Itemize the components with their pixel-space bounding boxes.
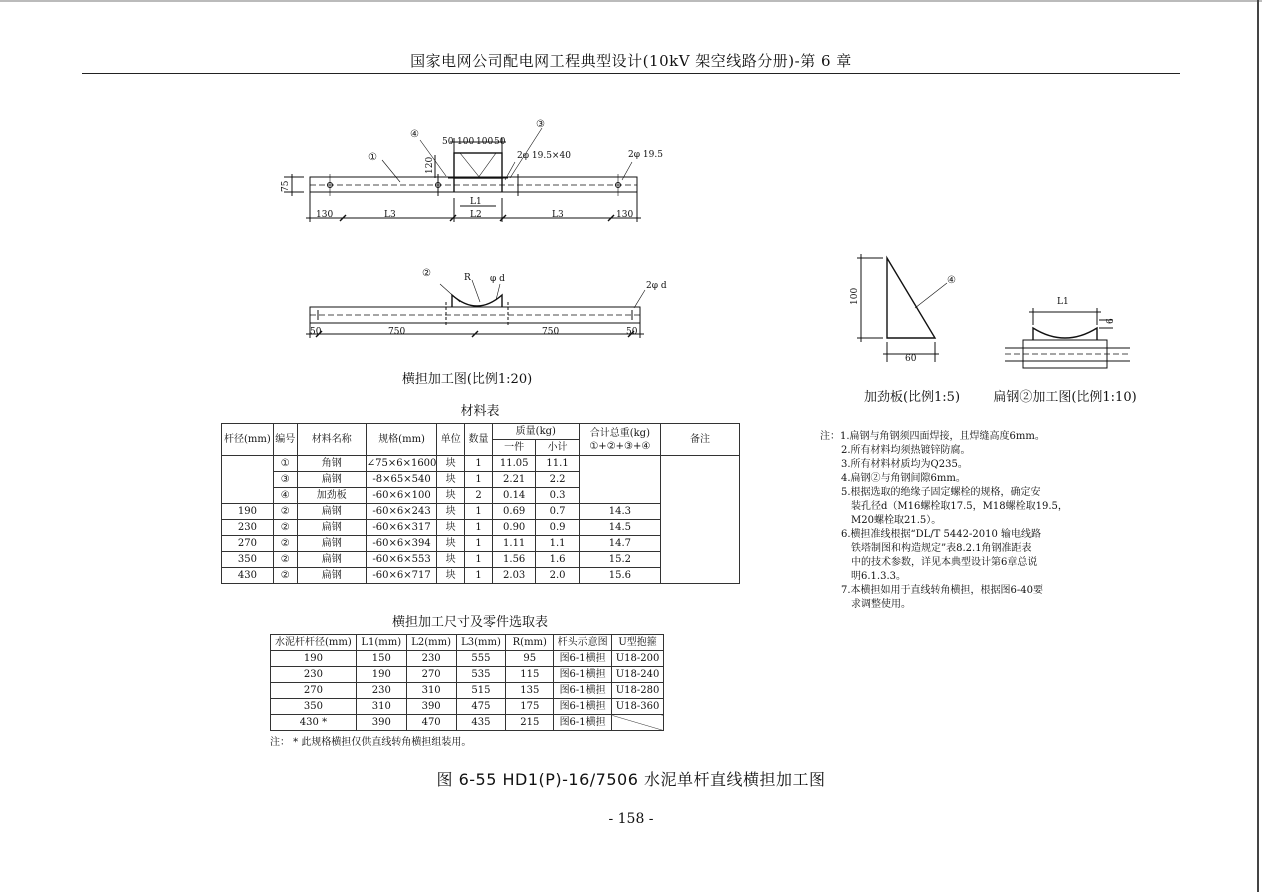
- cell-name: 加劲板: [297, 488, 366, 504]
- cell-unit: 块: [437, 472, 465, 488]
- l1-label: L1: [1057, 297, 1069, 307]
- cell-spec: -8×65×540: [366, 472, 437, 488]
- cell-spec: -60×6×100: [366, 488, 437, 504]
- cell-name: 角钢: [297, 456, 366, 472]
- cell-piece: 0.14: [492, 488, 536, 504]
- cell-qty: 1: [465, 456, 493, 472]
- size-table-title: 横担加工尺寸及零件选取表: [391, 615, 548, 630]
- cell-subtotal: 11.1: [536, 456, 579, 472]
- cell-qty: 1: [465, 552, 493, 568]
- dim-l2: L2: [470, 210, 482, 220]
- page-edge-right: [1257, 0, 1259, 892]
- size-table-note: 注： * 此规格横担仅供直线转角横担组装用。: [270, 737, 472, 748]
- cell: 555: [456, 651, 506, 667]
- curved-flat-steel: [452, 295, 502, 307]
- cell-qty: 1: [465, 520, 493, 536]
- cell-piece: 1.11: [492, 536, 536, 552]
- gap-6-label: 6: [1106, 318, 1116, 324]
- callout-3: ③: [536, 119, 545, 130]
- cell-pole: 190: [222, 504, 274, 520]
- angle-steel-body: [310, 177, 637, 192]
- cell-name: 扁钢: [297, 504, 366, 520]
- cell: 图6-1横担: [554, 651, 612, 667]
- flat-steel-caption: 扁钢②加工图(比例1:10): [993, 390, 1137, 405]
- size-table: [270, 634, 664, 731]
- cell-spec: -60×6×394: [366, 536, 437, 552]
- cell: 270: [406, 667, 456, 683]
- cell: 230: [406, 651, 456, 667]
- cell-unit: 块: [437, 488, 465, 504]
- cell-piece: 0.90: [492, 520, 536, 536]
- hole-label-a: 2φ 19.5×40: [517, 151, 571, 161]
- cell-unit: 块: [437, 552, 465, 568]
- table-row: [222, 456, 740, 472]
- cell-piece: 2.03: [492, 568, 536, 584]
- cell: 475: [456, 699, 506, 715]
- cell-no: ①: [273, 456, 297, 472]
- table-row: [271, 683, 664, 699]
- th-subtotal: 小计: [536, 440, 579, 456]
- cell-unit: 块: [437, 520, 465, 536]
- cell: U18-360: [612, 699, 664, 715]
- cell-spec: -60×6×553: [366, 552, 437, 568]
- th-spec: 规格(mm): [366, 424, 437, 456]
- dim-l3-left: L3: [384, 210, 396, 220]
- cell-no: ②: [273, 568, 297, 584]
- page-header: 国家电网公司配电网工程典型设计(10kV 架空线路分册)-第 6 章: [410, 52, 852, 70]
- holes-label: 2φ d: [646, 281, 667, 291]
- cell: U18-240: [612, 667, 664, 683]
- cell-subtotal: 0.7: [536, 504, 579, 520]
- cell-pole: 230: [222, 520, 274, 536]
- cell: 350: [271, 699, 357, 715]
- cell-piece: 2.21: [492, 472, 536, 488]
- material-table: [221, 423, 740, 584]
- cell-no: ②: [273, 536, 297, 552]
- cell-name: 扁钢: [297, 520, 366, 536]
- cell-subtotal: 1.1: [536, 536, 579, 552]
- dim-130-right: 130: [616, 210, 634, 220]
- cell-total: 15.6: [579, 568, 660, 584]
- note-line: 注：1.扁钢与角钢须四面焊接，且焊缝高度6mm。: [820, 431, 1045, 442]
- cell-spec: -60×6×717: [366, 568, 437, 584]
- cell-piece: 1.56: [492, 552, 536, 568]
- cell: 515: [456, 683, 506, 699]
- cell-subtotal: 2.2: [536, 472, 579, 488]
- table-row: [271, 699, 664, 715]
- flat-steel-detail-drawing: [1005, 290, 1135, 370]
- th-pole-diameter: 水泥杆杆径(mm): [271, 635, 357, 651]
- hole-label-b: 2φ 19.5: [628, 150, 663, 160]
- cell-name: 扁钢: [297, 552, 366, 568]
- cell: U18-200: [612, 651, 664, 667]
- page-number: - 158 -: [608, 811, 654, 827]
- dim-750-right: 750: [542, 327, 560, 337]
- header-rule: [82, 73, 1180, 74]
- cell-piece: 0.69: [492, 504, 536, 520]
- cell: 215: [506, 715, 554, 731]
- cell: 470: [406, 715, 456, 731]
- cell-total: 14.5: [579, 520, 660, 536]
- cell-name: 扁钢: [297, 536, 366, 552]
- note-line: 中的技术参数，详见本典型设计第6章总说: [851, 557, 1038, 568]
- dim-100-right: 100: [476, 137, 494, 147]
- rib-height-label: 100: [850, 287, 860, 305]
- note-line: 7.本横担如用于直线转角横担，根据图6-40要: [841, 585, 1044, 596]
- note-line: 3.所有材料材质均为Q235。: [841, 459, 968, 470]
- cell: 190: [356, 667, 406, 683]
- th-total: [579, 424, 660, 456]
- th-total-sub: ①+②+③+④: [589, 440, 651, 452]
- cell-spec: -60×6×317: [366, 520, 437, 536]
- rib-plate-caption: 加劲板(比例1:5): [863, 390, 961, 405]
- th-unit: 单位: [437, 424, 465, 456]
- note-line: 6.横担准线根据“DL/T 5442-2010 输电线路: [841, 529, 1041, 540]
- note-line: M20螺栓取21.5）。: [851, 515, 942, 526]
- th-pole: 杆径(mm): [222, 424, 274, 456]
- size-table-header: [271, 635, 664, 651]
- dim-l1: L1: [470, 197, 482, 207]
- cell: 535: [456, 667, 506, 683]
- th-name: 材料名称: [297, 424, 366, 456]
- cell-qty: 1: [465, 504, 493, 520]
- dim-130-left: 130: [316, 210, 334, 220]
- cell-pole: 430: [222, 568, 274, 584]
- dim-l3-right: L3: [552, 210, 564, 220]
- cell: 190: [271, 651, 357, 667]
- th-piece: 一件: [492, 440, 536, 456]
- callout-2: ②: [422, 268, 431, 279]
- note-line: 2.所有材料均须热镀锌防腐。: [841, 445, 971, 456]
- flat-steel-bracket: [454, 153, 502, 178]
- cell-no: ②: [273, 504, 297, 520]
- callout-4: ④: [410, 129, 419, 140]
- dim-75: 75: [281, 180, 291, 192]
- cell: 390: [356, 715, 406, 731]
- cell: 430 *: [271, 715, 357, 731]
- callout-1: ①: [368, 152, 377, 163]
- table-row: [271, 651, 664, 667]
- cell-spec: ∠75×6×1600: [366, 456, 437, 472]
- cell-no: ④: [273, 488, 297, 504]
- cell: 175: [506, 699, 554, 715]
- th-r: R(mm): [506, 635, 554, 651]
- cell-no: ③: [273, 472, 297, 488]
- crossarm-elevation-drawing: [270, 110, 690, 230]
- cell: 230: [356, 683, 406, 699]
- cell: 390: [406, 699, 456, 715]
- th-no: 编号: [273, 424, 297, 456]
- cell: 230: [271, 667, 357, 683]
- note-line: 求调整使用。: [851, 599, 911, 610]
- cell-qty: 2: [465, 488, 493, 504]
- th-mass: 质量(kg): [492, 424, 579, 440]
- cell-no: ②: [273, 552, 297, 568]
- th-l2: L2(mm): [406, 635, 456, 651]
- cell-qty: 1: [465, 568, 493, 584]
- dim-50-left: 50: [310, 327, 322, 337]
- cell-qty: 1: [465, 472, 493, 488]
- notes-block: [820, 430, 1068, 612]
- th-qty: 数量: [465, 424, 493, 456]
- cell-unit: 块: [437, 504, 465, 520]
- cell-subtotal: 0.3: [536, 488, 579, 504]
- cell-piece: 11.05: [492, 456, 536, 472]
- dim-50-right: 50: [626, 327, 638, 337]
- cell-qty: 1: [465, 536, 493, 552]
- cell: 图6-1横担: [554, 667, 612, 683]
- cell-name: 扁钢: [297, 568, 366, 584]
- dim-120: 120: [425, 156, 435, 174]
- cell-spec: -60×6×243: [366, 504, 437, 520]
- phi-d-label: φ d: [490, 274, 505, 284]
- radius-label: R: [464, 273, 471, 283]
- rib-callout: ④: [947, 275, 956, 286]
- th-l1: L1(mm): [356, 635, 406, 651]
- material-table-title: 材料表: [460, 404, 500, 419]
- note-line: 4.扁钢②与角钢间隙6mm。: [841, 473, 966, 484]
- figure-title: 图 6-55 HD1(P)-16/7506 水泥单杆直线横担加工图: [436, 770, 826, 789]
- cell: 135: [506, 683, 554, 699]
- note-line: 装孔径d（M16螺栓取17.5，M18螺栓取19.5，: [851, 501, 1068, 512]
- cell-subtotal: 2.0: [536, 568, 579, 584]
- cell-pole: 350: [222, 552, 274, 568]
- cell-no: ②: [273, 520, 297, 536]
- crossarm-plan-drawing: [300, 262, 680, 344]
- dim-100-left: 100: [457, 137, 475, 147]
- cell-unit: 块: [437, 536, 465, 552]
- page-edge-top: [0, 0, 1262, 2]
- cell-total: 14.3: [579, 504, 660, 520]
- th-u-hoop: U型抱箍: [612, 635, 664, 651]
- rib-width-label: 60: [905, 354, 917, 364]
- dim-50-right: 50: [494, 137, 506, 147]
- th-total-label: 合计总重(kg): [589, 427, 650, 439]
- cell-unit: 块: [437, 456, 465, 472]
- cell: U18-280: [612, 683, 664, 699]
- th-remark: 备注: [661, 424, 740, 456]
- note-line: 明6.1.3.3。: [851, 571, 906, 582]
- th-l3: L3(mm): [456, 635, 506, 651]
- cell: 270: [271, 683, 357, 699]
- cell: 95: [506, 651, 554, 667]
- cell: 图6-1横担: [554, 715, 612, 731]
- dim-50-left: 50: [442, 137, 454, 147]
- cell-empty-diagonal: [612, 715, 664, 731]
- th-pole-head: 杆头示意图: [554, 635, 612, 651]
- main-drawing-caption: 横担加工图(比例1:20): [401, 372, 533, 387]
- rib-plate-drawing: [845, 250, 965, 370]
- cell: 310: [356, 699, 406, 715]
- remark-cell: [661, 456, 740, 584]
- cell-total: 14.7: [579, 536, 660, 552]
- cell: 310: [406, 683, 456, 699]
- cell-total: 15.2: [579, 552, 660, 568]
- cell: 150: [356, 651, 406, 667]
- cell-subtotal: 1.6: [536, 552, 579, 568]
- cell-pole: 270: [222, 536, 274, 552]
- table-row: [271, 715, 664, 731]
- cell: 435: [456, 715, 506, 731]
- note-line: 铁塔制图和构造规定”表8.2.1角钢准距表: [851, 543, 1032, 554]
- note-line: 5.根据选取的绝缘子固定螺栓的规格，确定安: [841, 487, 1041, 498]
- cell: 图6-1横担: [554, 683, 612, 699]
- cell: 115: [506, 667, 554, 683]
- cell-unit: 块: [437, 568, 465, 584]
- table-row: [271, 667, 664, 683]
- dim-750-left: 750: [388, 327, 406, 337]
- cell: 图6-1横担: [554, 699, 612, 715]
- cell-subtotal: 0.9: [536, 520, 579, 536]
- cell-name: 扁钢: [297, 472, 366, 488]
